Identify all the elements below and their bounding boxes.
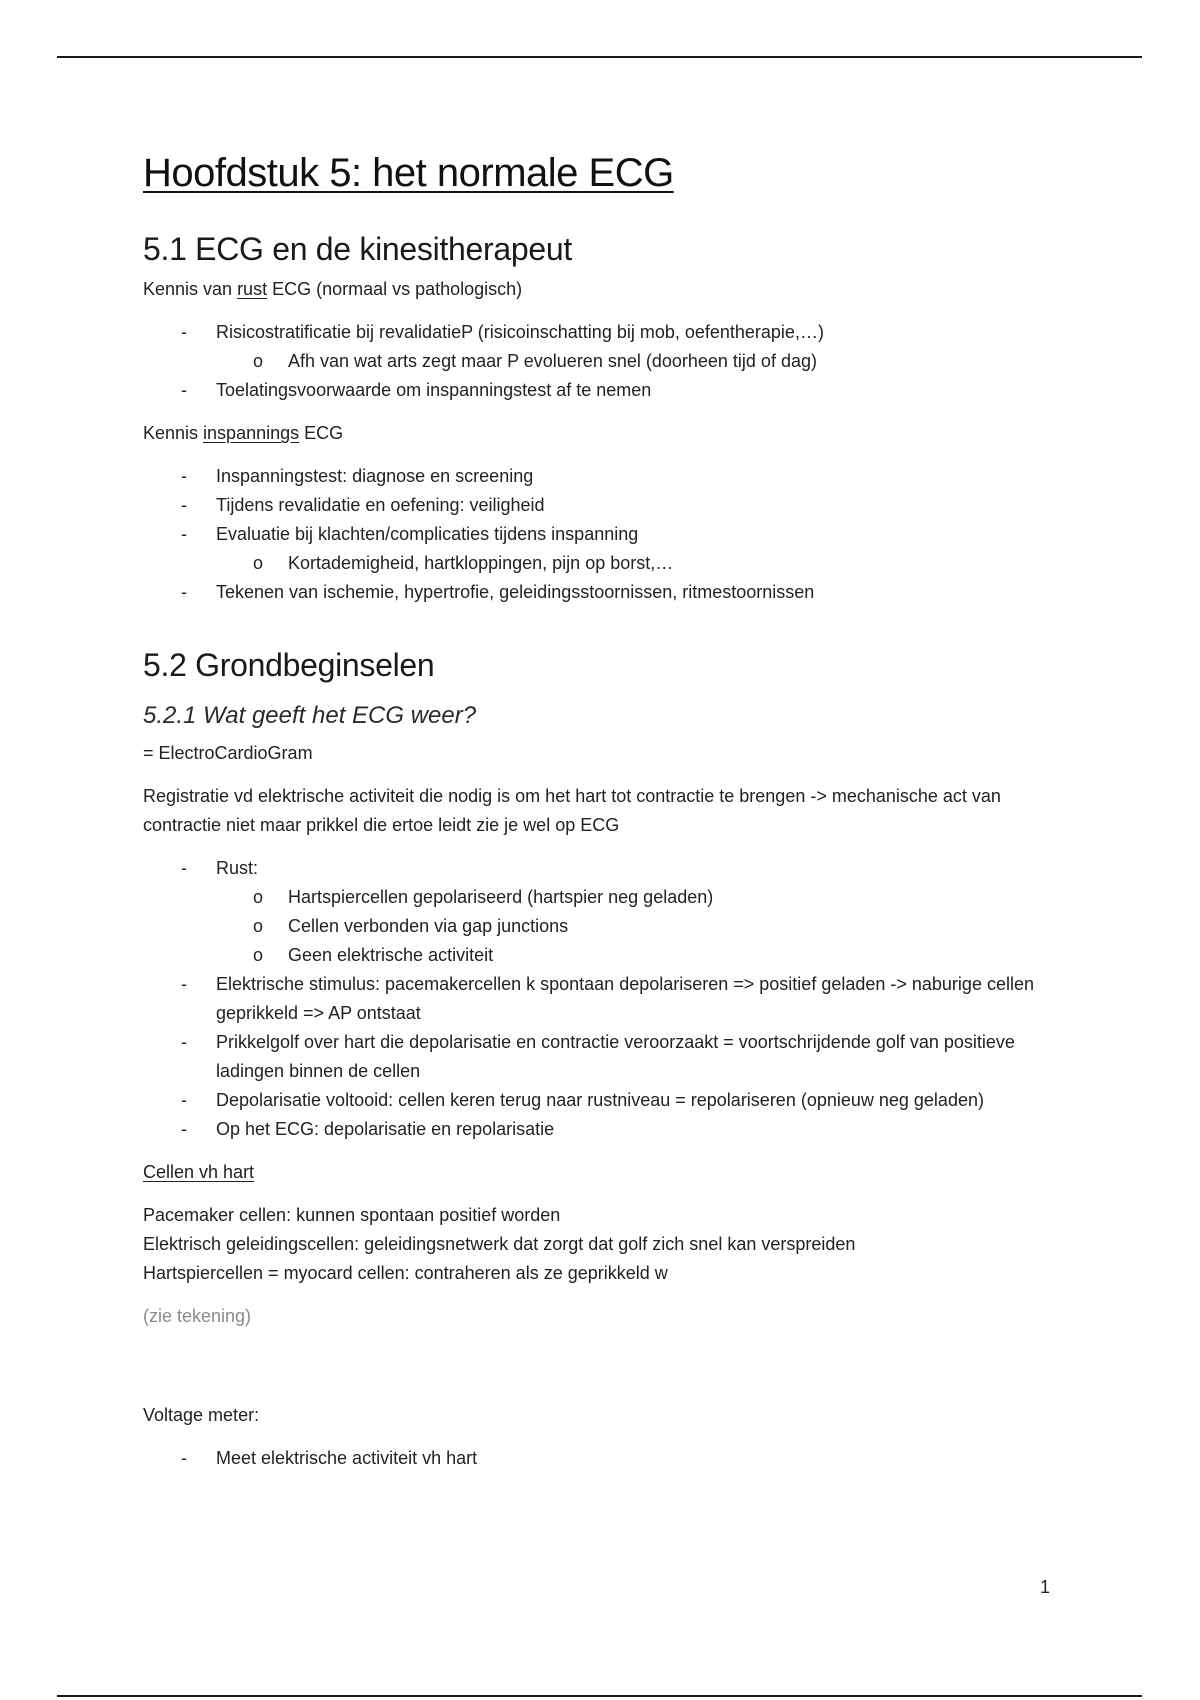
list-item: - Op het ECG: depolarisatie en repolarisatie [143,1115,1073,1144]
footer-rule [57,1695,1142,1697]
voltage-meter-label: Voltage meter: [143,1405,260,1425]
sub-list-item: o Afh van wat arts zegt maar P evolueren snel (doorheen tijd of dag) [143,347,1073,376]
paragraph-definition: = ElectroCardioGram [143,743,313,763]
chapter-title: Hoofdstuk 5: het normale ECG [143,151,674,195]
sub-list-item: o Kortademigheid, hartkloppingen, pijn op borst,… [143,549,1073,578]
list-item: - Tekenen van ischemie, hypertrofie, geleidingsstoornissen, ritmestoornissen [143,578,1073,607]
list-item: - Depolarisatie voltooid: cellen keren terug naar rustniveau = repolariseren (opnieuw neg geladen) [143,1086,1073,1115]
list-item: - Rust: [143,854,1073,883]
section-heading-5-1: 5.1 ECG en de kinesitherapeut [143,231,572,267]
cells-line-pacemaker: Pacemaker cellen: kunnen spontaan positief worden [143,1205,561,1225]
blank-space [143,1345,1073,1401]
see-drawing-note: (zie tekening) [143,1306,252,1326]
text-fragment: ECG [299,423,344,443]
paragraph-rust-ecg [143,275,1073,304]
text-fragment: Kennis van [143,279,238,299]
document-body [143,145,1073,1487]
list-item: - Inspanningstest: diagnose en screening [143,462,1073,491]
section-heading-5-2: 5.2 Grondbeginselen [143,647,435,683]
cells-line-hartspier: Hartspiercellen = myocard cellen: contraheren als ze geprikkeld w [143,1263,668,1283]
page-number: 1 [1040,1577,1051,1597]
paragraph-registratie: Registratie vd elektrische activiteit die nodig is om het hart tot contractie te brengen -> mechanische act van contractie niet maar prikkel die ertoe leidt zie je wel op ECG [143,786,1001,835]
list-item: - Elektrische stimulus: pacemakercellen k spontaan depolariseren => positief geladen -> naburige cellen geprikkeld => AP ontstaat [143,970,1073,1028]
list-item: - Tijdens revalidatie en oefening: veiligheid [143,491,1073,520]
subsection-heading-5-2-1: 5.2.1 Wat geeft het ECG weer? [143,702,477,729]
list-item: - Risicostratificatie bij revalidatieP (risicoinschatting bij mob, oefentherapie,…) [143,318,1073,347]
underlined-term: rust [237,279,268,299]
bullet-list [143,318,1073,405]
sub-list-item: o Geen elektrische activiteit [143,941,1073,970]
bullet-list [143,462,1073,607]
cells-heading: Cellen vh hart [143,1162,255,1182]
list-item: - Evaluatie bij klachten/complicaties tijdens inspanning [143,520,1073,549]
list-item: - Prikkelgolf over hart die depolarisatie en contractie veroorzaakt = voortschrijdende golf van positieve ladingen binnen de cellen [143,1028,1073,1086]
list-item: - Toelatingsvoorwaarde om inspanningstest af te nemen [143,376,1073,405]
bullet-list [143,854,1073,1144]
text-fragment: ECG (normaal vs pathologisch) [267,279,523,299]
paragraph-inspannings-ecg [143,419,1073,448]
header-rule [57,56,1142,58]
underlined-term: inspannings [203,423,300,443]
bullet-list [143,1444,1073,1473]
sub-list-item: o Cellen verbonden via gap junctions [143,912,1073,941]
sub-list-item: o Hartspiercellen gepolariseerd (hartspier neg geladen) [143,883,1073,912]
list-item: - Meet elektrische activiteit vh hart [143,1444,1073,1473]
cells-line-geleiding: Elektrisch geleidingscellen: geleidingsnetwerk dat zorgt dat golf zich snel kan verspreiden [143,1234,856,1254]
text-fragment: Kennis [143,423,204,443]
